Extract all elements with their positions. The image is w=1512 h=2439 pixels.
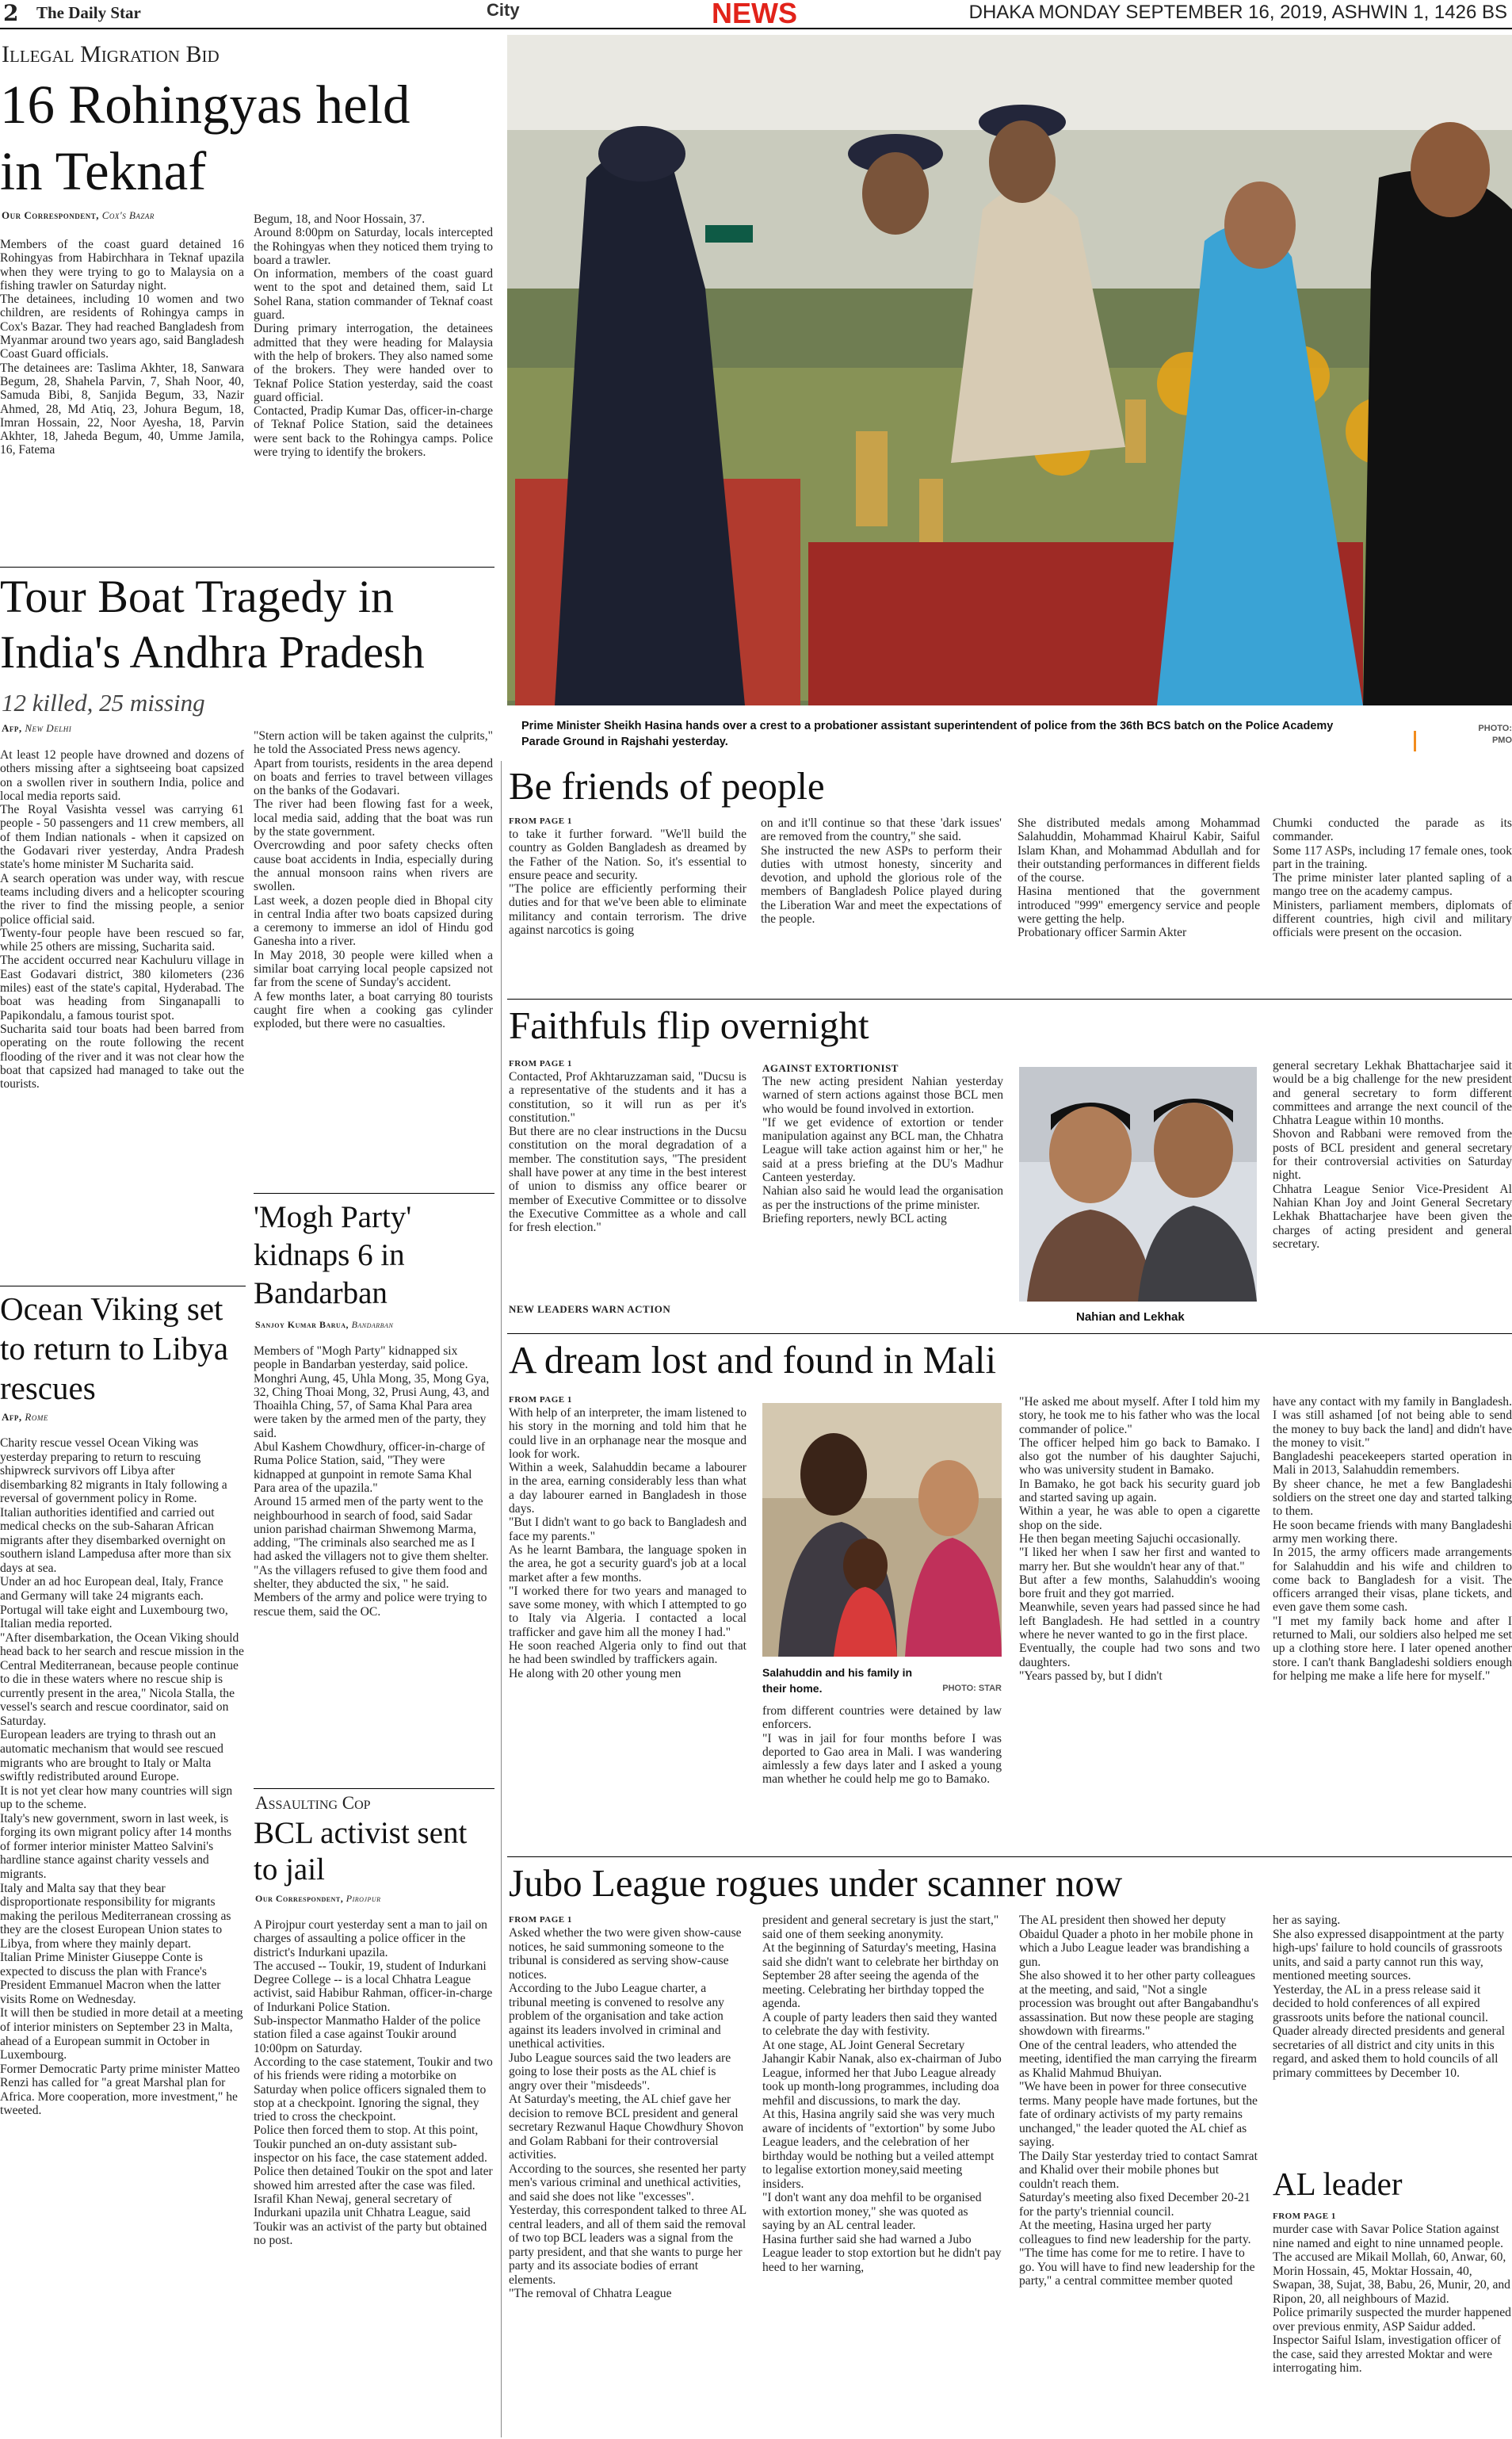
- faithfuls-from: FROM PAGE 1: [509, 1059, 572, 1068]
- faithfuls-headline: Faithfuls flip overnight: [509, 1004, 869, 1047]
- jubo-col1: Asked whether the two were given show-cause notices, he said summoning someone to the tribunal is considered as serving show-cause notices. According to the Jubo League charter, a tribunal meeting is convened to resolve any problem of the organisation and take action against its leaders involved in criminal and unethical activities. Jubo League sources said the two leaders are going to lose their posts as the AL chief is angry over their "misdeeds". At Saturday's meeting, the AL chief gave her decision to remove BCL president and general secretary Rezwanul Haque Chowdhury Shovon and Golam Rabbani for their controversial activities. According to the sources, she resented her party men's various criminal and unethical activities, and said she does not like "excesses". Yesterday, this correspondent talked to three AL central leaders, and all of them said the removal of two top BCL leaders was a signal from the party president, and that she wants to purge her party and its associate bodies of errant elements. "The removal of Chhatra League: [509, 1926, 746, 2300]
- tour-col2: "Stern action will be taken against the culprits," he told the Associated Press news agency. Apart from tourists, residents in the area depend on boats and ferries to travel between villages on the banks of the Godavari. The river had been flowing fast for a week, local media said, adding that the boat was run by the state government. Overcrowding and poor safety checks often cause boat accidents in India, especially during the annual monsoon rains when rivers are swollen. Last week, a dozen people died in Bhopal city in central India after two boats capsized during a ceremony to immerse an idol of Hindu god Ganesha into a river. In May 2018, 30 people were killed when a similar boat carrying local people capsized not far from the scene of Sunday's accident. A few months later, a boat carrying 80 tourists caught fire when a cooking gas cylinder exploded, but there were no casualties.: [254, 729, 493, 1031]
- mali-col3: "He asked me about myself. After I told him my story, he took me to his father who was the local commander of police." The officer helped him go back to Bamako. I also got the number of his daughter Sajuchi, who was university student in Bamako. In Bamako, he got back his security guard job and started saving up again. Within a year, he was able to open a cigarette shop on the side. He then began meeting Sajuchi occasionally. "I liked her when I saw her first and wanted to marry her. But she wouldn't hear any of that." But after a few months, Salahuddin's wooing bore fruit and they got married. Meanwhile, seven years had passed since he had left Bangladesh. He had settled in a country where he never wanted to go in the first place. Eventually, the couple had two sons and two daughters. "Years passed by, but I didn't: [1019, 1395, 1260, 1683]
- alleader-headline: AL leader: [1273, 2166, 1403, 2202]
- jubo-col4: her as saying. She also expressed disappointment at the party high-ups' failure to hold councils of grassroots units, and said a party cannot run this way, mentioned meeting sources. Yesterday, the AL in a press release said it decided to hold conferences of all expired grassroots units before the national council. Quader already directed presidents and general secretaries of all district and city units in this regard, and asked them to hold councils of all primary committees by December 10.: [1273, 1913, 1506, 2080]
- mali-photo-caption: Salahuddin and his family in their home.: [762, 1666, 913, 1695]
- paper-name: The Daily Star: [36, 3, 141, 22]
- byline-author: Our Correspondent,: [255, 1893, 346, 1904]
- mogh-headline: 'Mogh Party' kidnaps 6 in Bandarban: [254, 1200, 412, 1310]
- rohingya-headline: 16 Rohingyas held in Teknaf: [0, 75, 410, 201]
- masthead: [0, 0, 1512, 27]
- tour-byline: [2, 722, 239, 736]
- main-photo-orange-bar: [1414, 731, 1416, 751]
- rohingya-kicker: Illegal Migration Bid: [2, 41, 220, 67]
- friends-col1: to take it further forward. "We'll build the country as Golden Bangladesh as dreamed by the Father of the Nation. So, it's essential to ensure peace and security. "The police are efficiently performing their duties and for that we've been able to eliminate militancy and contain terrorism. The drive against narcotics is going: [509, 828, 746, 938]
- mali-photo: [762, 1403, 1002, 1657]
- mali-col2b: from different countries were detained by law enforcers. "I was in jail for four months before I was deported to Gao area in Mali. I was wandering aimlessly a few days later and I asked a young man whether he could help me go to Bamako.: [762, 1704, 1002, 1787]
- rohingya-col1: Members of the coast guard detained 16 Rohingyas from Habirchhara in Teknaf upazila when they were trying to go to Malaysia on a fishing trawler on Saturday night. The detainees, including 10 women and two children, are residents of Rohingya camps in Cox's Bazar. They had reached Bangladesh from Myanmar around two years ago, said Bangladesh Coast Guard officials. The detainees are: Taslima Akhter, 18, Sanwara Begum, 28, Shahela Parvin, 7, Shah Noor, 40, Samuda Bibi, 8, Sanjida Begum, 33, Nazir Ahmed, 28, Md Atiq, 23, Johura Begum, 18, Imran Hossain, 22, Noor Ayesha, 18, Parvin Akhter, 18, Jaheda Begum, 40, Umme Jamila, 16, Fatema: [0, 238, 244, 457]
- byline-location: Pirojpur: [346, 1893, 381, 1904]
- faithfuls-col1: Contacted, Prof Akhtaruzzaman said, "Ducsu is a representative of the students and it has a constitution, so it will run as per it's constitution." But there are no clear instructions in the Ducsu constitution on the moral degradation of a member. The constitution says, "The president shall have power at any time in the best interest of union to dismiss any office bearer or member of Executive Committee or to dissolve the Executive Committee as a whole and call for fresh election.": [509, 1070, 746, 1235]
- jubo-from: FROM PAGE 1: [509, 1915, 572, 1925]
- byline-author: Our Correspondent,: [2, 209, 102, 221]
- main-photo: [507, 35, 1512, 705]
- viking-body: Charity rescue vessel Ocean Viking was yesterday preparing to return to rescuing shipwreck survivors off Libya after disembarking 82 migrants in Italy following a reversal of government policy in Rome. Italian authorities identified and carried out medical checks on the sub-Saharan African migrants after they disembarked overnight on southern island Lampedusa after more than six days at sea. Under an ad hoc European deal, Italy, France and Germany will take 24 migrants each. Portugal will take eight and Luxembourg two, Italian media reported. "After disembarkation, the Ocean Viking should head back to her search and rescue mission in the Central Mediterranean, because people continue to die in these waters where no rescue ship is currently present in the area," Nicola Stalla, the vessel's search and rescue coordinator, said on Saturday. European leaders are trying to thrash out an automatic mechanism that would see rescued migrants who are brought to Italy or Malta swiftly redistributed around Europe. It is not yet clear how many countries will sign up to the scheme. Italy's new government, sworn in last week, is forging its own migrant policy after 14 months of former interior minister Matteo Salvini's hardline stance against charity vessels and migrants. Italy and Malta say that they bear disproportionate responsibility for migrants making the perilous Mediterranean crossing as they are the closest European Union states to Libya, from where they mainly depart. Italian Prime Minister Giuseppe Conte is expected to discuss the plan with France's President Emmanuel Macron when the latter visits Rome on Wednesday. It will then be studied in more detail at a meeting of interior ministers on September 23 in Malta, ahead of a European summit in October in Luxembourg. Former Democratic Party prime minister Matteo Renzi has called for "a great Marshal plan for Africa. More cooperation, more investment," he tweeted.: [0, 1436, 244, 2118]
- byline-location: Cox's Bazar: [101, 209, 155, 221]
- tour-col1: At least 12 people have drowned and dozens of others missing after a sightseeing boat capsized on a swollen river in southern India, police and local media reports said. The Royal Vasishta vessel was carrying 61 people - 50 passengers and 11 crew members, all of them Indian nationals - when it capsized on the Godavari river yesterday, Andra Pradesh state's home minister M Sucharita said. A search operation was under way, with rescue teams including divers and a helicopter scouring the river to find the missing people, a senior police official said. Twenty-four people have been rescued so far, while 25 others are missing, Sucharita said. The accident occurred near Kachuluru village in East Godavari district, 380 kilometers (236 miles) east of the state's capital, Hyderabad. The boat was heading from Singanapalli to Papikondalu, a famous tourist spot. Sucharita said tour boats had been barred from operating on the route following the recent flooding of the river and it was not clear how the boat that capsized had managed to take out the tourists.: [0, 748, 244, 1091]
- byline-location: Rome: [25, 1411, 48, 1423]
- faithfuls-subhead-1: NEW LEADERS WARN ACTION: [509, 1303, 671, 1315]
- jubo-col2: president and general secretary is just the start," said one of them seeking anonymity. At the beginning of Saturday's meeting, Hasina said she didn't want to celebrate her birthday on September 28 after seeing the agenda of the meeting. Celebrating her birthday topped the agenda. A couple of party leaders then said they wanted to celebrate the day with festivity. At one stage, AL Joint General Secretary Jahangir Kabir Nanak, also ex-chairman of Jubo League, informed her that Jubo League already took up month-long programmes, including doa mehfil and discussions, to mark the day. At this, Hasina angrily said she was very much aware of incidents of "extortion" by some Jubo League leaders, and the celebration of her birthday would be nothing but a veiled attempt to legalise extortion money,said meeting insiders. "I don't want any doa mehfil to be organised with extortion money," she was quoted as saying by an AL central leader. Hasina further said she had warned a Jubo League leader to stop extortion but he didn't pay heed to her warning,: [762, 1913, 1002, 2274]
- tour-subhead: 12 killed, 25 missing: [2, 689, 205, 717]
- tour-headline: Tour Boat Tragedy in India's Andhra Pradesh: [0, 571, 425, 678]
- bcl-body: A Pirojpur court yesterday sent a man to jail on charges of assaulting a police officer in the district's Indurkani upazila. The accused -- Toukir, 19, student of Indurkani Degree College -- is a local Chhatra League activist, said Habibur Rahman, officer-in-charge of Indurkani Police Station. Sub-inspector Manmatho Halder of the police station filed a case against Toukir around 10:00pm on Saturday. According to the case statement, Toukir and two of his friends were riding a motorbike on Saturday when police officers signaled them to stop at a checkpoint. Ignoring the signal, they tried to cross the checkpoint. Police then forced them to stop. At this point, Toukir punched an on-duty assistant sub-inspector on his face, the case statement added. Police then detained Toukir on the spot and later showed him arrested after the case was filed. Israfil Khan Newaj, general secretary of Indurkani upazila unit Chhatra League, said Toukir was an activist of the party but obtained no post.: [254, 1918, 493, 2247]
- friends-col3: She distributed medals among Mohammad Salahuddin, Mohammad Khairul Kabir, Saiful Islam Khan, and Mohammad Abdullah and for their outstanding performances in different fields of the course. Hasina mentioned that the government introduced "999" emergency service and people were getting the help. Probationary officer Sarmin Akter: [1018, 816, 1260, 940]
- friends-from: FROM PAGE 1: [509, 816, 572, 826]
- faithfuls-photo-image: [1019, 1067, 1257, 1302]
- main-photo-caption: Prime Minister Sheikh Hasina hands over a crest to a probationer assistant superintendent of police from the 36th BCS batch on the Police Academy Parade Ground in Rajshahi yesterday.: [521, 720, 1334, 748]
- alleader-from: FROM PAGE 1: [1273, 2212, 1336, 2221]
- section-label: City: [487, 0, 520, 20]
- mogh-body: Members of "Mogh Party" kidnapped six people in Bandarban yesterday, said police. Monghri Aung, 45, Uhla Mong, 35, Mong Gya, 32, Ching Thoai Mong, 32, Prusi Aung, 43, and Thoaihla Ching, 57, of Sama Khal Para area were taken by the armed men of the party, they said. Abul Kashem Chowdhury, officer-in-charge of Ruma Police Station, said, "They were kidnapped at gunpoint in remote Sama Khal Para area of the upazila." Around 15 armed men of the party went to the neighbourhood in search of food, said Sadar union parishad chairman Shwemong Marma, adding, "The criminals also searched me as I had asked the villagers not to give them shelter. "As the villagers refused to give them food and shelter, they abducted the six, " he said. Members of the army and police were trying to rescue them, said the OC.: [254, 1344, 490, 1619]
- mali-from: FROM PAGE 1: [509, 1395, 572, 1405]
- main-photo-credit: [1464, 723, 1512, 747]
- news-label: NEWS: [712, 0, 797, 27]
- faithfuls-col2: The new acting president Nahian yesterday warned of stern actions against those BCL men who would be found involved in extortion. "If we get evidence of extortion or tender manipulation against any BCL man, the Chhatra League will take action against him or her," he said at a press briefing at the DU's Madhur Canteen yesterday. Nahian also said he would lead the organisation as per the instructions of the prime minister. Briefing reporters, newly BCL acting: [762, 1075, 1003, 1225]
- rohingya-byline: [2, 209, 239, 224]
- faithfuls-photo: [1019, 1067, 1257, 1302]
- viking-headline: Ocean Viking set to return to Libya rescues: [0, 1290, 229, 1406]
- mali-headline: A dream lost and found in Mali: [509, 1338, 997, 1382]
- bcl-byline: [255, 1893, 493, 1907]
- byline-author: Sanjoy Kumar Barua,: [255, 1319, 352, 1330]
- byline-author: Afp,: [2, 1411, 25, 1423]
- faithfuls-photo-caption: Nahian and Lekhak: [1076, 1310, 1185, 1324]
- dateline: DHAKA MONDAY SEPTEMBER 16, 2019, ASHWIN 1, 1426 BS: [968, 2, 1507, 23]
- alleader-body: murder case with Savar Police Station against nine named and eight to nine unnamed people. The accused are Mikail Mollah, 60, Anwar, 60, Morin Hossain, 45, Moktar Hossain, 40, Swapan, 38, Sujat, 38, Babu, 26, Munir, 20, and Ripon, 20, all neighbours of Mazid. Police primarily suspected the murder happened over previous enmity, ASP Saidur added. Inspector Saiful Islam, investigation officer of the case, said they arrested Moktar and were interrogating him.: [1273, 2223, 1511, 2375]
- jubo-headline: Jubo League rogues under scanner now: [509, 1861, 1123, 1905]
- bcl-kicker: Assaulting Cop: [255, 1793, 371, 1813]
- credit-label: PHOTO:: [1478, 724, 1512, 733]
- mali-col1: With help of an interpreter, the imam listened to his story in the morning and told him that he could live in an orphanage near the mosque and look for work. Within a week, Salahuddin became a labourer in the area, earning considerably less than what a day labourer earned in Bangladesh in those days. "But I didn't want to go back to Bangladesh and face my parents." As he learnt Bambara, the language spoken in the area, he got a security guard's job at a local market after a few months. "I worked there for two years and managed to save some money, with which I attempted to go to Italy via Algeria. I contacted a local trafficker and gave him all the money I had." He soon reached Algeria only to find out that he had been swindled by traffickers again. He along with 20 other young men: [509, 1406, 746, 1680]
- mali-photo-image: [762, 1403, 1002, 1657]
- jubo-col3: The AL president then showed her deputy Obaidul Quader a photo in her mobile phone in which a Jubo League leader was brandishing a gun. She also showed it to her other party colleagues at the meeting, and said, "Not a single procession was brought out after Bangabandhu's assassination. But now these people are staging showdown with firearms." One of the central leaders, who attended the meeting, identified the man carrying the firearm as Khalid Mahmud Bhuiyan. "We have been in power for three consecutive terms. Many people have made fortunes, but the fate of ordinary activists of my party remains unchanged," the leader quoted the AL chief as saying. The Daily Star yesterday tried to contact Samrat and Khalid over their mobile phones but couldn't reach them. Saturday's meeting also fixed December 20-21 for the party's triennial council. At the meeting, Hasina urged her party colleagues to find new leadership for the party. "The time has come for me to retire. I have to go. You will have to find new leadership for the party," a central committee member quoted: [1019, 1913, 1259, 2288]
- page-number: 2: [3, 0, 19, 26]
- mali-col4: have any contact with my family in Bangladesh. I was still ashamed [of not being able to send the money to buy back the land] and didn't have the money to visit." Bangladeshi peacekeepers started operation in Mali in 2013, Salahuddin remembers. By sheer chance, he met a few Bangladeshi soldiers on the street one day and started talking to them. He soon became friends with many Bangladeshi army men working there. In 2015, the army officers made arrangements for Salahuddin and his wife and children to come back to Bangladesh for a visit. The officers arranged their visas, plane tickets, and even gave them some cash. "I met my family back home and after I returned to Mali, our soldiers also helped me set up a clothing store here. I later opened another store. I can't thank Bangladeshi soldiers enough for helping me make a life here for myself.": [1273, 1395, 1512, 1683]
- mogh-byline: [255, 1319, 493, 1333]
- byline-location: New Delhi: [25, 722, 72, 734]
- faithfuls-col3: general secretary Lekhak Bhattacharjee said it would be a big challenge for the new president and general secretary to form different committees and arrange the next council of the Chhatra League within 10 months. Shovon and Rabbani were removed from the posts of BCL president and general secretary for their controversial activities on Saturday night. Chhatra League Senior Vice-President Al Nahian Khan Joy and Joint General Secretary Lekhak Bhattacharjee have been given the charges of acting president and general secretary.: [1273, 1059, 1512, 1251]
- friends-headline: Be friends of people: [509, 764, 825, 808]
- viking-byline: [2, 1411, 239, 1425]
- byline-author: Afp,: [2, 722, 25, 734]
- faithfuls-subhead-2: AGAINST EXTORTIONIST: [762, 1062, 899, 1074]
- credit-source: PMO: [1491, 736, 1512, 745]
- byline-location: Bandarban: [351, 1319, 394, 1330]
- friends-col2: on and it'll continue so that these 'dark issues' are removed from the country," she said. She instructed the new ASPs to perform their duties with utmost honesty, sincerity and devotion, and uphold the glorious role of the members of Bangladesh Police played during the Liberation War and meet the expectations of the people.: [761, 816, 1002, 927]
- rohingya-col2: Begum, 18, and Noor Hossain, 37. Around 8:00pm on Saturday, locals intercepted the Rohingyas when they noticed them trying to board a trawler. On information, members of the coast guard went to the spot and detained them, said Lt Sohel Rana, station commander of Teknaf coast guard. During primary interrogation, the detainees admitted that they were heading for Malaysia with the help of brokers. They also named some of the brokers. They were handed over to Teknaf Police Station yesterday, said the coast guard official. Contacted, Pradip Kumar Das, officer-in-charge of Teknaf Police Station, said the detainees were sent back to the Rohingya camps. Police were trying to identify the brokers.: [254, 212, 493, 460]
- bcl-headline: BCL activist sent to jail: [254, 1816, 468, 1887]
- main-photo-image: [507, 35, 1512, 705]
- friends-col4: Chumki conducted the parade as its commander. Some 117 ASPs, including 17 female ones, took part in the training. The prime minister later planted sapling of a mango tree on the academy campus. Ministers, parliament members, diplomats of different countries, high civil and military officials were present on the occasion.: [1273, 816, 1512, 940]
- mali-photo-credit: PHOTO: STAR: [942, 1684, 1002, 1693]
